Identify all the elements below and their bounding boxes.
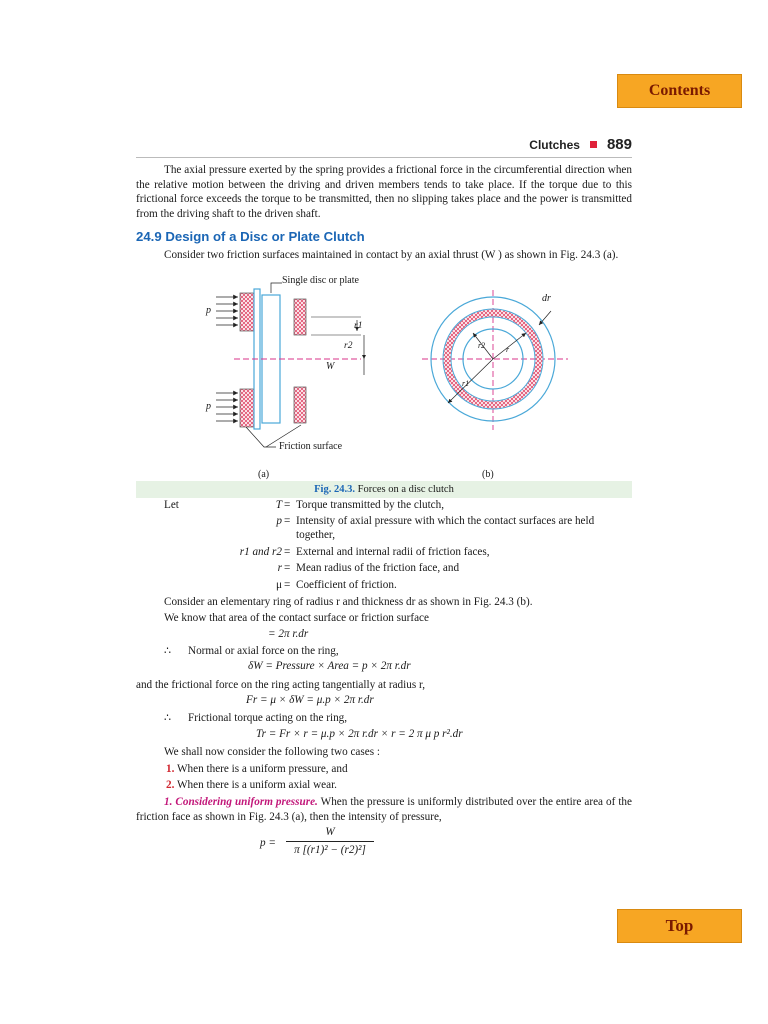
def-symbol: μ [276, 579, 282, 591]
friction-paragraph: and the frictional force on the ring acting tangentially at radius r, [136, 679, 426, 691]
label-r2: r2 [344, 341, 353, 351]
label-W: W [326, 361, 335, 372]
friction-equation: Fr = μ × δW = μ.p × 2π r.dr [246, 694, 374, 706]
therefore-symbol: ∴ [164, 645, 172, 657]
figure-caption [136, 481, 632, 498]
def-eq: = [284, 562, 291, 574]
normal-force-label: Normal or axial force on the ring, [188, 645, 339, 657]
def-eq: = [284, 515, 291, 527]
running-header [529, 136, 632, 153]
caption-text: Forces on a disc clutch [357, 484, 454, 495]
friction-pad [294, 299, 306, 335]
area-paragraph: We know that area of the contact surface or friction surface [164, 612, 429, 624]
page-number: 889 [606, 136, 632, 153]
label-friction-surface: Friction surface [279, 441, 343, 452]
subfig-b-label: (b) [482, 469, 494, 480]
header-rule [136, 157, 632, 158]
label-dr: dr [542, 293, 551, 304]
chapter-name: Clutches [529, 137, 580, 152]
header-square-icon [590, 141, 597, 148]
uniform-heading: 1. Considering uniform pressure. [164, 796, 318, 808]
section-number: 24.9 [136, 229, 162, 244]
normal-force-equation: δW = Pressure × Area = p × 2π r.dr [248, 660, 411, 672]
torque-equation: Tr = Fr × r = μ.p × 2π r.dr × r = 2 π μ p r².dr [256, 728, 463, 740]
case-text: When there is a uniform axial wear. [177, 779, 337, 791]
case-text: When there is a uniform pressure, and [177, 763, 348, 775]
therefore-symbol: ∴ [164, 712, 172, 724]
label-r2-b: r2 [478, 341, 486, 350]
def-desc: Intensity of axial pressure with which the contact surfaces are held together, [296, 515, 595, 541]
fraction-bar [286, 841, 374, 842]
label-p-top: p [206, 305, 211, 316]
label-r1: r1 [354, 321, 363, 331]
def-symbol: T [275, 499, 282, 511]
case-item [166, 762, 348, 776]
def-desc: Mean radius of the friction face, and [296, 562, 460, 574]
def-desc: External and internal radii of friction faces, [296, 546, 490, 558]
label-p-bottom: p [206, 401, 211, 412]
area-equation: = 2π r.dr [268, 628, 309, 640]
case-number: 1. [166, 763, 175, 775]
uniform-pressure-paragraph [136, 795, 632, 824]
top-button[interactable]: Top [617, 909, 742, 943]
case-number: 2. [166, 779, 175, 791]
def-eq: = [284, 499, 291, 511]
label-r1-b: r1 [462, 379, 470, 388]
section-heading [136, 229, 365, 244]
pressure-lhs: p = [260, 837, 276, 849]
intro-paragraph: The axial pressure exerted by the spring provides a frictional force in the circumferential direction when the relative motion between the driving and driven members tends to take place. If the torque due to this frictional force exceeds the torque to be transmitted, then no slipping takes place and the power is transmitted from the driving shaft to the driven shaft. [136, 164, 632, 220]
uniform-text: When the pressure is uniformly distributed over the entire area of the friction face as shown in Fig. 24.3 (a), then the intensity of pressure, [136, 796, 632, 823]
def-symbol: r1 and r2 [239, 546, 282, 558]
front-view [422, 290, 568, 430]
let-label: Let [164, 499, 179, 511]
def-symbol: r [277, 562, 282, 574]
def-desc: Coefficient of friction. [296, 579, 397, 591]
contents-button[interactable]: Contents [617, 74, 742, 108]
label-single-disc: Single disc or plate [282, 275, 359, 286]
section-paragraph: Consider two friction surfaces maintained in contact by an axial thrust (W ) as shown in Fig. 24.3 (a). [164, 249, 619, 261]
subfig-a-label: (a) [258, 469, 270, 480]
def-symbol: p [276, 515, 282, 527]
def-desc: Torque transmitted by the clutch, [296, 499, 445, 511]
def-eq: = [284, 546, 291, 558]
section-title: Design of a Disc or Plate Clutch [165, 229, 365, 244]
figure-24-3 [136, 275, 632, 483]
def-eq: = [284, 579, 291, 591]
pressure-denominator: π [(r1)² − (r2)²] [294, 844, 366, 856]
pressure-numerator: W [325, 826, 335, 838]
friction-pad [294, 387, 306, 423]
cases-intro: We shall now consider the following two cases : [164, 746, 380, 758]
label-r: r [506, 345, 510, 354]
case-item [166, 778, 337, 792]
ring-paragraph: Consider an elementary ring of radius r and thickness dr as shown in Fig. 24.3 (b). [164, 596, 533, 608]
friction-pad [240, 293, 254, 331]
torque-label: Frictional torque acting on the ring, [188, 712, 348, 724]
friction-pad [240, 389, 254, 427]
side-view [216, 283, 364, 447]
caption-number: Fig. 24.3. [314, 484, 355, 495]
